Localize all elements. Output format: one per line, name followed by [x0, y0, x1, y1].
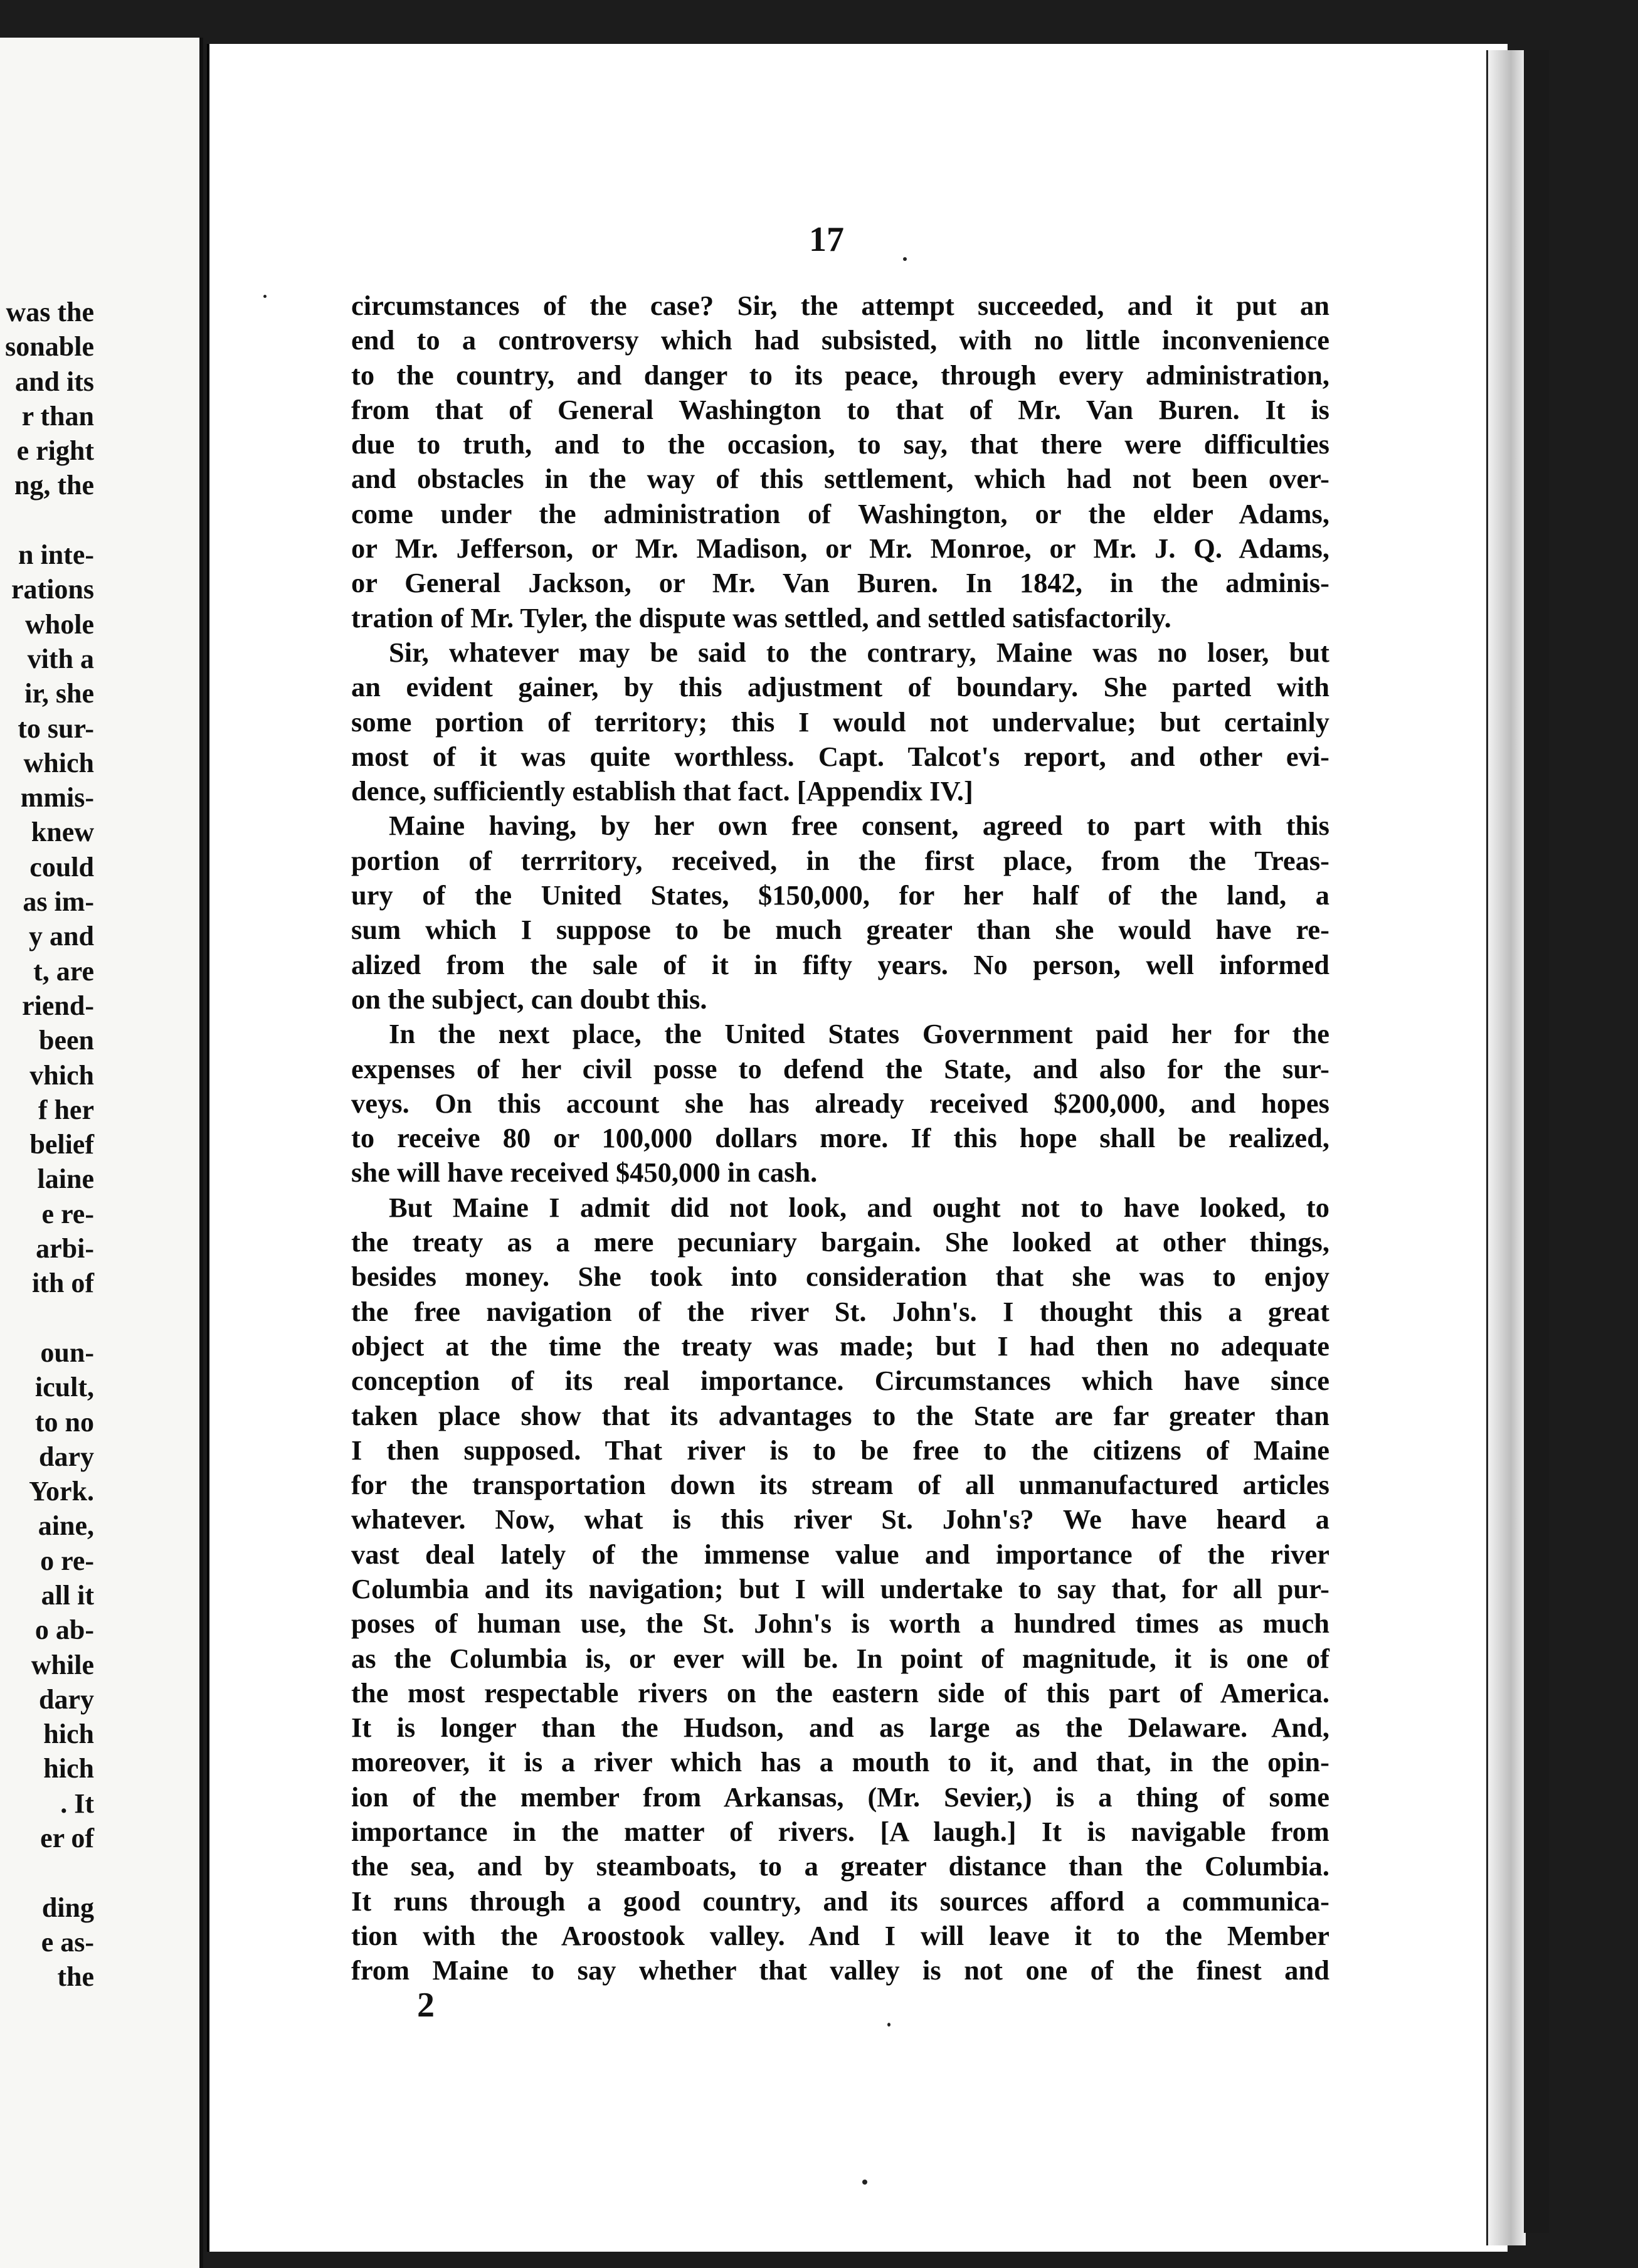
- text-line: tion with the Aroostook valley. And I will leave it to the Member: [351, 1919, 1329, 1951]
- scan-speck: [887, 2023, 890, 2027]
- text-line: It is longer than the Hudson, and as large as the Delaware. And,: [351, 1712, 1329, 1744]
- fragment-line: [0, 503, 94, 538]
- fragment-line: all it: [41, 1579, 94, 1611]
- text-line: taken place show that its advantages to the State are far greater than: [351, 1399, 1329, 1431]
- fragment-line: n inte-: [18, 539, 94, 571]
- fragment-line: York.: [29, 1476, 94, 1507]
- fragment-line: t, are: [33, 955, 94, 987]
- fragment-line: e right: [16, 435, 94, 467]
- text-line: But Maine I admit did not look, and ought not to have looked, to: [389, 1191, 1329, 1223]
- text-line: alized from the sale of it in fifty years. No person, well informed: [351, 948, 1329, 980]
- text-line: moreover, it is a river which has a mouth to it, and that, in the opin-: [351, 1746, 1329, 1778]
- fragment-line: laine: [37, 1163, 94, 1195]
- text-line: portion of terrritory, received, in the first place, from the Treas-: [351, 844, 1329, 876]
- text-line: object at the time the treaty was made; but I had then no adequate: [351, 1330, 1329, 1362]
- fragment-line: ding: [41, 1892, 94, 1923]
- fragment-line: and its: [15, 366, 94, 397]
- fragment-line: icult,: [34, 1372, 94, 1403]
- text-line: poses of human use, the St. John's is worth a hundred times as much: [351, 1608, 1329, 1640]
- text-line: ury of the United States, $150,000, for her half of the land, a: [351, 879, 1329, 911]
- fragment-line: to no: [34, 1406, 94, 1438]
- fragment-line: riend-: [22, 990, 94, 1021]
- text-line: vast deal lately of the immense value and importance of the river: [351, 1538, 1329, 1570]
- text-line: veys. On this account she has already received $200,000, and hopes: [351, 1087, 1329, 1119]
- fragment-line: whole: [25, 608, 94, 640]
- text-line: sum which I suppose to be much greater than she would have re-: [351, 914, 1329, 946]
- text-line: tration of Mr. Tyler, the dispute was settled, and settled satisfactorily.: [351, 601, 1171, 633]
- fragment-line: y and: [29, 921, 94, 952]
- fragment-line: [0, 1855, 94, 1890]
- text-line: the sea, and by steamboats, to a greater distance than the Columbia.: [351, 1850, 1329, 1882]
- text-line: from Maine to say whether that valley is not one of the finest and: [351, 1954, 1329, 1986]
- text-line: the treaty as a mere pecuniary bargain. She looked at other things,: [351, 1226, 1329, 1258]
- fragment-line: hich: [43, 1753, 94, 1784]
- fragment-line: oun-: [40, 1337, 94, 1368]
- text-line: as the Columbia is, or ever will be. In point of magnitude, it is one of: [351, 1642, 1329, 1674]
- text-line: to receive 80 or 100,000 dollars more. If this hope shall be realized,: [351, 1122, 1329, 1154]
- fragment-line: sonable: [5, 331, 94, 363]
- fragment-line: o re-: [40, 1545, 94, 1576]
- text-line: whatever. Now, what is this river St. John's? We have heard a: [351, 1503, 1329, 1535]
- text-line: the most respectable rivers on the eastern side of this part of America.: [351, 1677, 1329, 1709]
- fragment-line: f her: [38, 1094, 94, 1125]
- previous-page-text: [0, 295, 94, 1995]
- text-line: circumstances of the case? Sir, the attempt succeeded, and it put an: [351, 290, 1329, 321]
- fragment-line: been: [39, 1025, 94, 1056]
- fragment-line: e as-: [41, 1926, 94, 1958]
- text-line: Columbia and its navigation; but I will undertake to say that, for all pur-: [351, 1572, 1329, 1604]
- fragment-line: hich: [43, 1719, 94, 1750]
- fragment-line: o ab-: [34, 1614, 94, 1646]
- text-line: I then supposed. That river is to be free to the citizens of Maine: [351, 1434, 1329, 1466]
- text-line: It runs through a good country, and its sources afford a communica-: [351, 1885, 1329, 1917]
- fragment-line: [0, 1301, 94, 1335]
- text-line: for the transportation down its stream of all unmanufactured articles: [351, 1469, 1329, 1501]
- fragment-line: arbi-: [36, 1233, 94, 1264]
- scan-speck: [903, 257, 907, 261]
- signature-mark: 2: [417, 1986, 435, 2025]
- fragment-line: as im-: [23, 886, 94, 918]
- text-line: on the subject, can doubt this.: [351, 983, 707, 1015]
- fragment-line: the: [57, 1961, 94, 1993]
- fragment-line: belief: [29, 1129, 94, 1160]
- text-line: end to a controversy which had subsisted, with no little inconvenience: [351, 324, 1329, 356]
- fragment-line: ith of: [32, 1268, 94, 1299]
- fragment-line: knew: [31, 817, 94, 848]
- fragment-line: which: [23, 747, 94, 778]
- text-line: and obstacles in the way of this settlement, which had not been over-: [351, 463, 1329, 495]
- page-edges: [1486, 50, 1526, 2245]
- page-number: 17: [809, 220, 844, 259]
- fragment-line: vhich: [29, 1059, 94, 1091]
- text-line: Sir, whatever may be said to the contrary, Maine was no loser, but: [389, 636, 1329, 668]
- text-line: she will have received $450,000 in cash.: [351, 1157, 818, 1189]
- text-line: or Mr. Jefferson, or Mr. Madison, or Mr. Monroe, or Mr. J. Q. Adams,: [351, 533, 1329, 564]
- fragment-line: e re-: [41, 1198, 94, 1229]
- fragment-line: to sur-: [18, 713, 94, 744]
- text-line: some portion of territory; this I would not undervalue; but certainly: [351, 706, 1329, 738]
- text-line: an evident gainer, by this adjustment of boundary. She parted with: [351, 671, 1329, 703]
- text-line: In the next place, the United States Government paid her for the: [389, 1018, 1329, 1050]
- fragment-line: was the: [6, 297, 94, 327]
- scan-speck: [862, 2180, 867, 2185]
- text-line: from that of General Washington to that of Mr. Van Buren. It is: [351, 393, 1329, 425]
- text-line: the free navigation of the river St. John's. I thought this a great: [351, 1295, 1329, 1327]
- fragment-line: r than: [21, 400, 94, 432]
- text-line: ion of the member from Arkansas, (Mr. Sevier,) is a thing of some: [351, 1781, 1329, 1813]
- page-edge-shadow: [1524, 50, 1549, 2233]
- fragment-line: dary: [39, 1683, 94, 1715]
- fragment-line: could: [29, 851, 94, 882]
- fragment-line: mmis-: [20, 782, 94, 813]
- text-line: or General Jackson, or Mr. Van Buren. In 1842, in the adminis-: [351, 567, 1329, 599]
- text-line: due to truth, and to the occasion, to say, that there were difficulties: [351, 428, 1329, 460]
- text-line: expenses of her civil posse to defend the State, and also for the sur-: [351, 1052, 1329, 1084]
- text-line: conception of its real importance. Circumstances which have since: [351, 1365, 1329, 1397]
- text-line: Maine having, by her own free consent, agreed to part with this: [389, 810, 1329, 842]
- fragment-line: ir, she: [24, 678, 94, 709]
- body-text: [351, 289, 1329, 1988]
- scan-speck: [263, 295, 267, 298]
- fragment-line: ng, the: [14, 470, 94, 501]
- text-line: to the country, and danger to its peace, through every administration,: [351, 359, 1329, 391]
- fragment-line: . It: [60, 1788, 94, 1819]
- text-line: come under the administration of Washington, or the elder Adams,: [351, 497, 1329, 529]
- fragment-line: er of: [40, 1823, 94, 1854]
- fragment-line: aine,: [38, 1510, 94, 1542]
- fragment-line: rations: [11, 574, 94, 605]
- text-line: besides money. She took into consideration that she was to enjoy: [351, 1261, 1329, 1293]
- previous-page-fragment: [0, 38, 203, 2268]
- text-line: importance in the matter of rivers. [A laugh.] It is navigable from: [351, 1816, 1329, 1848]
- fragment-line: vith a: [27, 643, 94, 674]
- text-line: dence, sufficiently establish that fact. [Appendix IV.]: [351, 775, 973, 807]
- fragment-line: dary: [39, 1441, 94, 1472]
- text-line: most of it was quite worthless. Capt. Talcot's report, and other evi-: [351, 740, 1329, 772]
- fragment-line: while: [31, 1649, 94, 1680]
